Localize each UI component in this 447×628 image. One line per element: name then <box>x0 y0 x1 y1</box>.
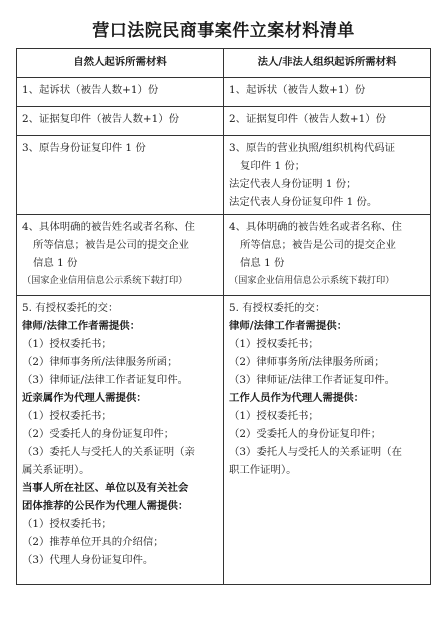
item-text: 1、起诉状（被告人数+1）份 <box>229 84 366 96</box>
list-item: （2）受委托人的身份证复印件； <box>229 428 382 440</box>
list-item: 属关系证明）。 <box>22 464 90 476</box>
list-item: （2）推荐单位开具的介绍信； <box>22 536 164 548</box>
item-text: 法定代表人身份证复印件 1 份。 <box>229 196 378 208</box>
cell-left-item-2 <box>17 107 224 136</box>
cell-right-item-2 <box>224 107 431 136</box>
item-text: 信息 1 份 <box>240 257 285 269</box>
table-row <box>17 215 431 296</box>
item-text: 所等信息；被告是公司的提交企业 <box>240 239 396 251</box>
item-text: 3、原告身份证复印件 1 份 <box>22 142 146 154</box>
list-item: （2）律师事务所/法律服务所函； <box>22 356 178 368</box>
table-header-row <box>17 49 431 78</box>
item-intro: 5. 有授权委托的交： <box>22 302 119 314</box>
cell-right-item-5 <box>224 296 431 585</box>
item-text: 1、起诉状（被告人数+1）份 <box>22 84 159 96</box>
cell-right-item-3 <box>224 136 431 215</box>
section-heading-staff: 工作人员作为代理人需提供： <box>229 392 365 404</box>
table-row <box>17 296 431 585</box>
column-header-legal-entity: 法人/非法人组织起诉所需材料 <box>224 49 431 78</box>
item-text: 2、证据复印件（被告人数+1）份 <box>229 113 387 125</box>
table-row <box>17 107 431 136</box>
section-heading-relative: 近亲属作为代理人需提供： <box>22 392 147 404</box>
cell-left-item-4 <box>17 215 224 296</box>
list-item: （3）代理人身份证复印件。 <box>22 554 154 566</box>
item-text: 4、具体明确的被告姓名或者名称、住 <box>22 221 195 233</box>
list-item: （2）受委托人的身份证复印件； <box>22 428 175 440</box>
list-item: （3）委托人与受托人的关系证明（亲 <box>22 446 195 458</box>
table-row <box>17 78 431 107</box>
item-note: （国家企业信用信息公示系统下载打印） <box>229 275 395 286</box>
list-item: 职工作证明）。 <box>229 464 297 476</box>
item-text: 所等信息；被告是公司的提交企业 <box>33 239 189 251</box>
cell-right-item-4 <box>224 215 431 296</box>
cell-left-item-3 <box>17 136 224 215</box>
item-text: 法定代表人身份证明 1 份； <box>229 178 357 190</box>
list-item: （1）授权委托书； <box>22 338 112 350</box>
materials-table <box>16 48 431 585</box>
cell-left-item-1 <box>17 78 224 107</box>
item-text: 4、具体明确的被告姓名或者名称、住 <box>229 221 402 233</box>
column-header-natural-person: 自然人起诉所需材料 <box>17 49 224 78</box>
list-item: （2）律师事务所/法律服务所函； <box>229 356 385 368</box>
list-item: （3）律师证/法律工作者证复印件。 <box>229 374 395 386</box>
item-intro: 5. 有授权委托的交： <box>229 302 326 314</box>
list-item: （3）律师证/法律工作者证复印件。 <box>22 374 188 386</box>
document-title: 营口法院民商事案件立案材料清单 <box>92 21 355 41</box>
item-text: 3、原告的营业执照/组织机构代码证 <box>229 142 395 154</box>
item-text: 2、证据复印件（被告人数+1）份 <box>22 113 180 125</box>
section-heading-community: 团体推荐的公民作为代理人需提供： <box>22 500 189 512</box>
list-item: （1）授权委托书； <box>229 410 319 422</box>
item-text: 复印件 1 份； <box>240 160 306 172</box>
item-note: （国家企业信用信息公示系统下载打印） <box>22 275 188 286</box>
item-text: 信息 1 份 <box>33 257 78 269</box>
list-item: （1）授权委托书； <box>22 410 112 422</box>
list-item: （1）授权委托书； <box>22 518 112 530</box>
section-heading-lawyer: 律师/法律工作者需提供： <box>229 320 348 332</box>
cell-left-item-5 <box>17 296 224 585</box>
list-item: （1）授权委托书； <box>229 338 319 350</box>
section-heading-community: 当事人所在社区、单位以及有关社会 <box>22 482 189 494</box>
cell-right-item-1 <box>224 78 431 107</box>
list-item: （3）委托人与受托人的关系证明（在 <box>229 446 402 458</box>
section-heading-lawyer: 律师/法律工作者需提供： <box>22 320 141 332</box>
table-row <box>17 136 431 215</box>
